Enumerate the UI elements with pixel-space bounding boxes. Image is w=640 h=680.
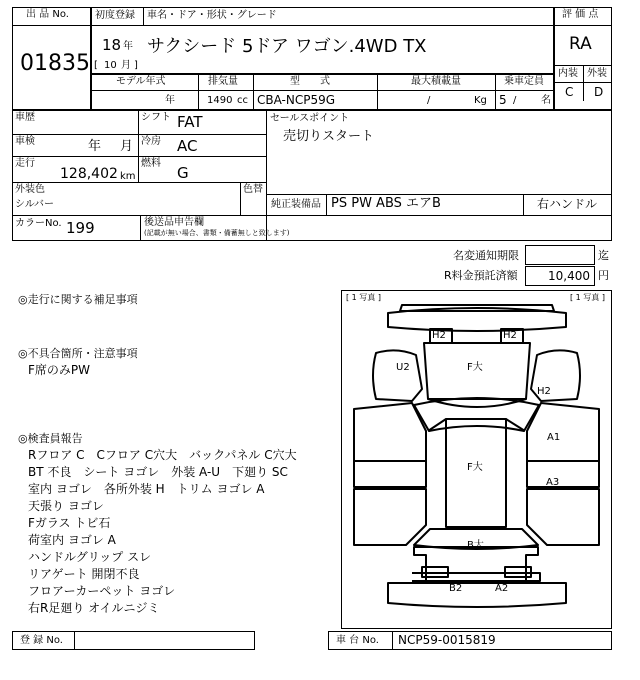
- shift-label: シフト: [141, 112, 171, 123]
- reg-year: 18: [102, 36, 122, 54]
- mileage-label: 走行: [15, 158, 35, 169]
- mileage-value: 128,402: [60, 166, 118, 182]
- mark-f-large-roof: F大: [467, 462, 483, 473]
- ac-value: AC: [177, 137, 198, 155]
- history-label: 車歴: [15, 112, 35, 123]
- color-change-label: 色替: [243, 184, 263, 195]
- equipment-label: 純正装備品: [271, 199, 321, 210]
- inspector-line: フロアーカーペット ヨゴレ: [28, 584, 176, 598]
- recycle-value: 10,400: [548, 269, 590, 283]
- mark-h2-front-right: H2: [503, 330, 517, 341]
- windshield: [414, 398, 539, 431]
- fuel-label: 燃料: [141, 158, 161, 169]
- name-change-unit: 迄: [598, 249, 609, 262]
- inspector-line: 荷室内 ヨゴレ A: [28, 533, 116, 547]
- capacity-unit: 名: [541, 95, 551, 106]
- color-no-value: 199: [66, 219, 95, 237]
- reg-month: 10: [104, 60, 117, 71]
- mark-f-large-hood: F大: [467, 362, 483, 373]
- lot-number: 01835: [20, 51, 90, 76]
- inspector-line: 天張り ヨゴレ: [28, 499, 104, 513]
- mark-h2-front-left: H2: [432, 330, 446, 341]
- inspector-line: BT 不良 シート ヨゴレ 外装 A-U 下廻り SC: [28, 465, 288, 479]
- exterior-label: 外装: [587, 68, 607, 79]
- chassis-label: 車 台 No.: [336, 635, 379, 646]
- displacement-value: 1490: [207, 95, 233, 106]
- right-front-door: [527, 403, 599, 487]
- capacity-value: 5: [499, 93, 507, 107]
- name-change-label: 名変通知期限: [453, 249, 519, 262]
- type-value: CBA-NCP59G: [257, 93, 336, 107]
- mark-b-large: B大: [467, 540, 484, 551]
- displacement-label: 排気量: [208, 76, 238, 87]
- sales-point-value: 売切りスタート: [283, 129, 375, 144]
- driving-notes-label: ◎走行に関する補足事項: [18, 293, 138, 306]
- mark-u2: U2: [396, 362, 410, 373]
- rear-bumper: [388, 583, 566, 607]
- reg-month-unit: 月: [121, 60, 131, 71]
- photo-legend-right: [ 1 写真 ]: [570, 293, 605, 302]
- load-unit: Kg: [474, 95, 487, 106]
- sales-point-label: セールスポイント: [270, 113, 350, 124]
- lot-label: 出 品 No.: [26, 9, 69, 20]
- fuel-value: G: [177, 164, 189, 182]
- inspector-line: Rフロア C Cフロア C穴大 バックパネル C穴大: [28, 448, 297, 462]
- reg-month-open: [: [94, 60, 98, 71]
- inspector-line: ハンドルグリップ スレ: [28, 550, 152, 564]
- inspector-line: Fガラス トビ石: [28, 516, 111, 530]
- load-sep: /: [427, 95, 431, 106]
- name-change-box[interactable]: [525, 245, 595, 265]
- reg-no-label: 登 録 No.: [20, 635, 63, 646]
- inspector-line: 右R足廻り オイルニジミ: [28, 601, 160, 615]
- car-outline-svg: [342, 291, 611, 628]
- displacement-unit: cc: [237, 95, 248, 106]
- mark-h2-side: H2: [537, 386, 551, 397]
- steering-value: 右ハンドル: [537, 197, 598, 211]
- inspector-label: ◎検査員報告: [18, 432, 83, 445]
- interior-grade: C: [565, 85, 574, 99]
- model-year-label: モデル年式: [116, 76, 166, 87]
- reg-month-close: ]: [134, 60, 138, 71]
- model-year-unit: 年: [165, 95, 175, 106]
- capacity-sep: /: [513, 95, 517, 106]
- exterior-color-label: 外装色: [15, 184, 45, 195]
- first-reg-label: 初度登録: [95, 10, 135, 21]
- chassis-value: NCP59-0015819: [398, 633, 496, 647]
- interior-label: 内装: [558, 68, 578, 79]
- rating-value: RA: [569, 34, 592, 54]
- color-no-label: カラーNo.: [15, 218, 62, 229]
- capacity-label: 乗車定員: [504, 76, 544, 87]
- recycle-unit: 円: [598, 269, 609, 282]
- aftermarket-note: (記載が無い場合、書類・備蓄無しと致します): [144, 229, 290, 237]
- inspector-line: リアゲート 開閉不良: [28, 567, 140, 581]
- type-label: 型 式: [290, 76, 330, 87]
- inspector-list: [28, 447, 297, 617]
- right-rear-door: [527, 489, 599, 545]
- inspection-label: 車検: [15, 136, 35, 147]
- exterior-color-value: シルバー: [15, 199, 55, 210]
- exterior-grade: D: [594, 85, 604, 99]
- mark-b2: B2: [449, 583, 463, 594]
- mileage-unit: km: [120, 171, 136, 182]
- defect-line: F席のみPW: [28, 363, 91, 377]
- recycle-label: R料金預託済額: [444, 269, 518, 282]
- mark-a3: A3: [546, 477, 560, 488]
- ac-label: 冷房: [141, 136, 161, 147]
- aftermarket-label: 後送品申告欄: [144, 217, 204, 228]
- car-diagram: [341, 290, 612, 629]
- shift-value: FAT: [177, 113, 203, 131]
- inspector-line: 室内 ヨゴレ 各所外装 H トリム ヨゴレ A: [28, 482, 265, 496]
- defects-list: [28, 362, 90, 379]
- defects-label: ◎不具合箇所・注意事項: [18, 347, 138, 360]
- equipment-value: PS PW ABS エアB: [331, 196, 441, 211]
- mark-a1: A1: [547, 432, 561, 443]
- mark-a2: A2: [495, 583, 509, 594]
- front-left-fender: [373, 350, 422, 401]
- left-rear-door: [354, 489, 426, 545]
- rating-label: 評 価 点: [562, 9, 599, 20]
- load-label: 最大積載量: [411, 76, 461, 87]
- model-desc-label: 車名・ドア・形状・グレード: [147, 10, 277, 21]
- photo-legend-left: [ 1 写真 ]: [346, 293, 381, 302]
- model-description: サクシード 5ドア ワゴン.4WD TX: [147, 36, 427, 57]
- inspection-month-unit: 月: [120, 139, 134, 154]
- inspection-year-unit: 年: [88, 139, 102, 154]
- reg-year-unit: 年: [123, 41, 133, 52]
- left-front-door: [354, 403, 426, 487]
- back-door: [414, 547, 538, 581]
